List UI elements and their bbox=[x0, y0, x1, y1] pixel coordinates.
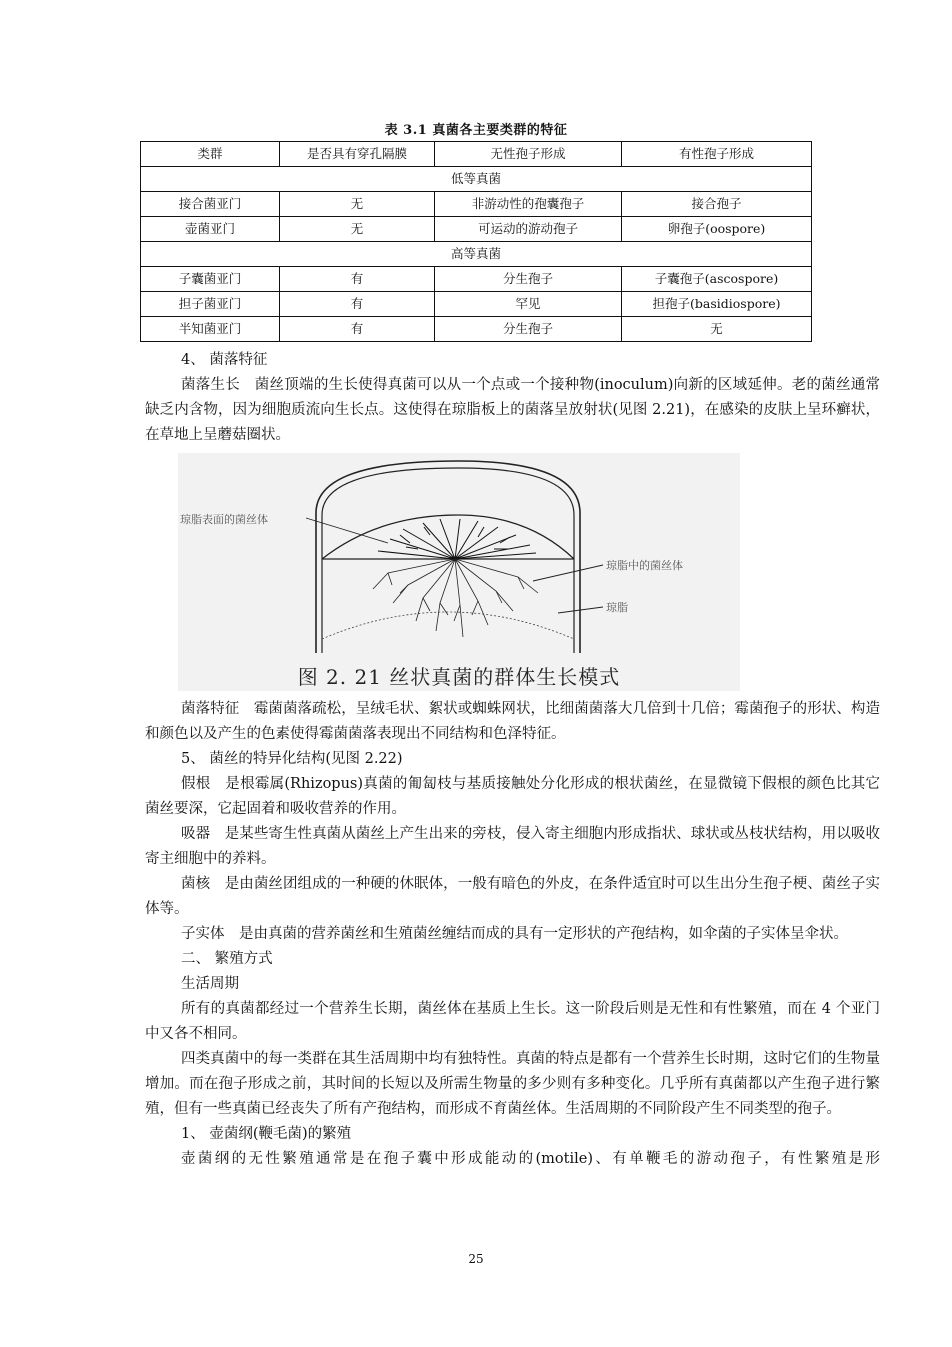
table-cell: 罕见 bbox=[435, 292, 622, 317]
paragraph-sclerotium: 菌核 是由菌丝团组成的一种硬的休眠体，一般有暗色的外皮，在条件适宜时可以生出分生孢子梗、菌丝子实体等。 bbox=[145, 876, 880, 917]
table-header-cell: 类群 bbox=[141, 142, 280, 167]
section-heading: 二、 繁殖方式 bbox=[181, 951, 273, 967]
figure-2-21 bbox=[178, 453, 740, 691]
group-label-lower-fungi: 低等真菌 bbox=[141, 167, 812, 192]
agar-depth-curve bbox=[322, 612, 574, 639]
paragraph-colony-growth: 菌落生长 菌丝顶端的生长使得真菌可以从一个点或一个接种物(inoculum)向新的区域延伸。老的菌丝通常缺乏内含物，因为细胞质流向生长点。这使得在琼脂板上的菌落呈放射状(见图 2.21)，在感染的皮肤上呈环癣状，在草地上呈蘑菇圈状。 bbox=[145, 377, 880, 443]
table-cell: 子囊孢子(ascospore) bbox=[622, 267, 812, 292]
table-cell: 非游动性的孢囊孢子 bbox=[435, 192, 622, 217]
section-heading: 1、 壶菌纲(鞭毛菌)的繁殖 bbox=[181, 1126, 352, 1142]
table-cell: 无 bbox=[280, 217, 435, 242]
table-cell: 有 bbox=[280, 267, 435, 292]
section-4-text bbox=[145, 348, 880, 448]
paragraph-four-groups: 四类真菌中的每一类群在其生活周期中均有独特性。真菌的特点是都有一个营养生长时期，这时它们的生物量增加。而在孢子形成之前，其时间的长短以及所需生物量的多少则有多种变化。几乎所有真菌都以产生孢子进行繁殖，但有一些真菌已经丧失了所有产孢结构，而形成不育菌丝体。生活周期的不同阶段产生不同类型的孢子。 bbox=[145, 1051, 880, 1117]
table-row bbox=[141, 292, 812, 317]
group-label-higher-fungi: 高等真菌 bbox=[141, 242, 812, 267]
paragraph-colony-features: 菌落特征 霉菌菌落疏松，呈绒毛状、絮状或蜘蛛网状，比细菌菌落大几倍到十几倍；霉菌孢子的形状、构造和颜色以及产生的色素使得霉菌菌落表现出不同结构和色泽特征。 bbox=[145, 701, 880, 742]
table-row bbox=[141, 217, 812, 242]
table-cell: 担孢子(basidiospore) bbox=[622, 292, 812, 317]
paragraph-vegetative-stage: 所有的真菌都经过一个营养生长期，菌丝体在基质上生长。这一阶段后则是无性和有性繁殖，而在 4 个亚门中又各不相同。 bbox=[145, 1001, 880, 1042]
table-cell: 子囊菌亚门 bbox=[141, 267, 280, 292]
pointer-line-surface bbox=[306, 518, 388, 543]
table-cell: 卵孢子(oospore) bbox=[622, 217, 812, 242]
table-row bbox=[141, 267, 812, 292]
table-header-cell: 有性孢子形成 bbox=[622, 142, 812, 167]
table-cell: 接合菌亚门 bbox=[141, 192, 280, 217]
paragraph-fruiting-body: 子实体 是由真菌的营养菌丝和生殖菌丝缠结而成的具有一定形状的产孢结构，如伞菌的子实体呈伞状。 bbox=[181, 926, 848, 942]
surface-mycelium bbox=[378, 519, 536, 559]
table-cell: 担子菌亚门 bbox=[141, 292, 280, 317]
label-agar: 琼脂 bbox=[606, 601, 628, 614]
table-cell: 有 bbox=[280, 317, 435, 342]
table-cell: 壶菌亚门 bbox=[141, 217, 280, 242]
table-cell: 半知菌亚门 bbox=[141, 317, 280, 342]
table-cell: 分生孢子 bbox=[435, 317, 622, 342]
table-row bbox=[141, 317, 812, 342]
agar-surface-dome bbox=[322, 515, 574, 559]
paragraph-rhizoid: 假根 是根霉属(Rhizopus)真菌的匍匐枝与基质接触处分化形成的根状菌丝，在显微镜下假根的颜色比其它菌丝要深，它起固着和吸收营养的作用。 bbox=[145, 776, 880, 817]
paragraph-chytrid-reproduction: 壶菌纲的无性繁殖通常是在孢子囊中形成能动的(motile)、有单鞭毛的游动孢子，有性繁殖是形 bbox=[181, 1151, 880, 1167]
table-row bbox=[141, 192, 812, 217]
table-header-row bbox=[141, 142, 812, 167]
table-cell: 无 bbox=[280, 192, 435, 217]
pointer-line-inside bbox=[533, 565, 603, 581]
body-text bbox=[145, 697, 880, 1172]
paragraph-haustorium: 吸器 是某些寄生性真菌从菌丝上产生出来的旁枝，侵入寄主细胞内形成指状、球状或丛枝状结构，用以吸收寄主细胞中的养料。 bbox=[145, 826, 880, 867]
section-heading: 4、 菌落特征 bbox=[181, 352, 268, 368]
label-agar-surface-mycelium: 琼脂表面的菌丝体 bbox=[180, 513, 268, 526]
table-group-row bbox=[141, 167, 812, 192]
page-number: 25 bbox=[468, 1252, 484, 1266]
table-cell: 无 bbox=[622, 317, 812, 342]
table-header-cell: 是否具有穿孔隔膜 bbox=[280, 142, 435, 167]
section-heading: 5、 菌丝的特异化结构(见图 2.22) bbox=[181, 751, 403, 767]
table-group-row bbox=[141, 242, 812, 267]
table-header-cell: 无性孢子形成 bbox=[435, 142, 622, 167]
table-cell: 可运动的游动孢子 bbox=[435, 217, 622, 242]
label-agar-inside-mycelium: 琼脂中的菌丝体 bbox=[606, 559, 683, 572]
subsection-heading: 生活周期 bbox=[181, 976, 239, 992]
table-cell: 接合孢子 bbox=[622, 192, 812, 217]
table-caption: 表 3.1 真菌各主要类群的特征 bbox=[384, 123, 568, 138]
table-cell: 分生孢子 bbox=[435, 267, 622, 292]
agar-mycelium bbox=[373, 559, 538, 637]
table-cell: 有 bbox=[280, 292, 435, 317]
figure-caption: 图 2. 21 丝状真菌的群体生长模式 bbox=[297, 665, 621, 689]
fungi-characteristics-table bbox=[140, 141, 812, 342]
